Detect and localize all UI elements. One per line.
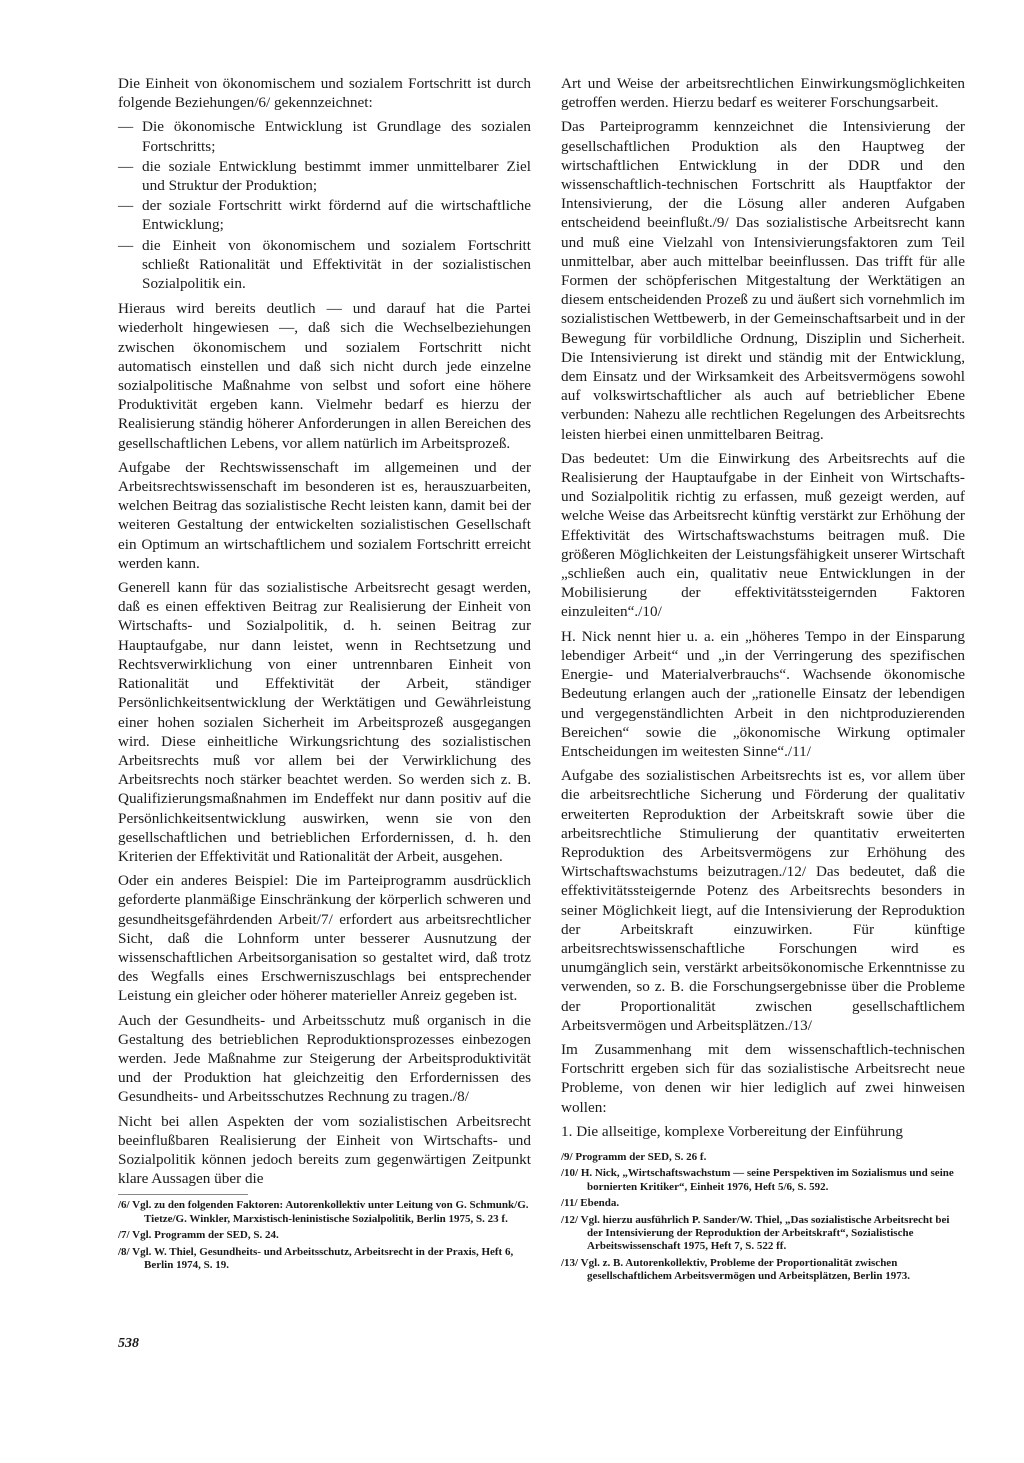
list-item: — die soziale Entwicklung bestimmt immer unmittelbarer Ziel und Struktur der Produktion; <box>118 157 531 195</box>
paragraph: Art und Weise der arbeitsrechtlichen Einwirkungsmöglichkeiten getroffen werden. Hierzu bedarf es weiterer Forschungsarbeit. <box>561 75 965 112</box>
footnote: /12/ Vgl. hierzu ausführlich P. Sander/W. Thiel, „Das sozialistische Arbeitsrecht bei der Intensivierung der Reproduktion der Arbeitskraft“, Sozialistische Arbeitswissenschaft 1975, Heft 7, S. 522 ff. <box>561 1213 950 1253</box>
relationship-list <box>118 117 531 293</box>
paragraph: H. Nick nennt hier u. a. ein „höheres Tempo in der Einsparung lebendiger Arbeit“ und „in der Verringerung des spezifischen Energie- und Materialverbrauchs“. Wachsende ökonomische Bedeutung erlangen auch der „rationelle Einsatz der lebendigen und vergegenständlichten Arbeit in den nichtproduzierenden Bereichen“ sowie die „ökonomische Wirkung optimaler Entscheidungen im weitesten Sinne“./11/ <box>561 627 965 760</box>
footnote: /9/ Programm der SED, S. 26 f. <box>561 1150 707 1163</box>
paragraph: Im Zusammenhang mit dem wissenschaftlich-technischen Fortschritt ergeben sich für das sozialistische Arbeitsrecht neue Probleme, von denen wir hier lediglich auf zwei hinweisen wollen: <box>561 1040 965 1116</box>
paragraph: Generell kann für das sozialistische Arbeitsrecht gesagt werden, daß es einen effektiven Beitrag zur Realisierung der Einheit von Wirtschafts- und Sozialpolitik, d. h. seinen Beitrag zur Hauptaufgabe, nur dann leistet, wenn in Rechtsetzung und Rechtsverwirklichung von einer untrennbaren Einheit von Rationalität und Effektivität der Arbeit, ständiger Persönlichkeitsentwicklung der Werktätigen und Gewährleistung einer hohen sozialen Sicherheit im Arbeitsprozeß ausgegangen wird. Diese einheitliche Wirkungsrichtung des sozialistischen Arbeitsrechts muß vor allem bei der Verwirklichung des Arbeitsrechts noch stärker beachtet werden. So werden sich z. B. Qualifizierungsmaßnahmen im Endeffekt nur dann positiv auf die Persönlichkeitsentwicklung auswirken, wenn sie von den gesellschaftlichen und betrieblichen Erfordernissen, d. h. den Kriterien der Effektivität und Rationalität der Arbeit, ausgehen. <box>118 579 531 865</box>
list-item: — Die ökonomische Entwicklung ist Grundlage des sozialen Fortschritts; <box>118 118 531 155</box>
dash-bullet: — <box>118 118 134 136</box>
footnotes-left <box>118 1199 531 1272</box>
paragraph: Aufgabe des sozialistischen Arbeitsrechts ist es, vor allem über die arbeitsrechtliche Sicherung und Förderung der qualitativ erweiterten Reproduktion der Arbeitskraft sowie über die arbeitsrechtliche Stimulierung der quantitativ erweiterten Reproduktion des Arbeitsvermögens zur Erhöhung des Wirtschaftswachstums beizutragen./12/ Das bedeutet, daß die effektivitätssteigernde Potenz des Arbeitsrechts besonders in seiner Möglichkeit liegt, auf die Intensivierung der Reproduktion der Arbeitskraft einzuwirken. Für künftige arbeitsrechtswissenschaftliche Forschungen wird es unumgänglich sein, verstärkt arbeitsökonomische Erkenntnisse zu verwenden, so z. B. die Forschungsergebnisse über die Probleme der Proportionalität zwischen gesellschaftlichem Arbeitsvermögen und Arbeitsplätzen./13/ <box>561 767 965 1034</box>
paragraph: Hieraus wird bereits deutlich — und darauf hat die Partei wiederholt hingewiesen —, daß sich die Wechselbeziehungen zwischen ökonomischem und sozialem Fortschritt nicht automatisch einstellen und daß sich nicht durch jede einzelne sozialpolitische Maßnahme von selbst und sofort eine höhere Produktivität ergeben kann. Vielmehr bedarf es hierzu der Realisierung ständig höherer Anforderungen in allen Bereichen des gesellschaftlichen Lebens, vor allem natürlich im Arbeitsprozeß. <box>118 300 531 452</box>
right-column <box>561 74 965 1287</box>
footnote: /11/ Ebenda. <box>561 1197 620 1210</box>
paragraph: Aufgabe der Rechtswissenschaft im allgemeinen und der Arbeitsrechtswissenschaft im besonderen ist es, herauszuarbeiten, welchen Beitrag das sozialistische Recht leisten kann, damit bei der weiteren Gestaltung der entwickelten sozialistischen Gesellschaft ein Optimum an wirtschaftlichem und sozialem Fortschritt erreicht werden kann. <box>118 458 531 572</box>
page-number: 538 <box>118 1336 139 1351</box>
list-item: — die Einheit von ökonomischem und sozialem Fortschritt schließt Rationalität und Effektivität in der sozialistischen Sozialpolitik ein. <box>118 236 531 293</box>
paragraph: Die Einheit von ökonomischem und sozialem Fortschritt ist durch folgende Beziehungen/6/ gekennzeichnet: <box>118 75 531 112</box>
paragraph: Nicht bei allen Aspekten der vom sozialistischen Arbeitsrecht beeinflußbaren Realisierung der Einheit von Wirtschafts- und Sozialpolitik können jedoch bereits zum gegenwärtigen Zeitpunkt klare Aussagen über die <box>118 1112 531 1188</box>
dash-bullet: — <box>118 236 134 254</box>
footnote: /7/ Vgl. Programm der SED, S. 24. <box>118 1229 279 1242</box>
numbered-item: 1. Die allseitige, komplexe Vorbereitung der Einführung <box>561 1122 903 1140</box>
paragraph: Auch der Gesundheits- und Arbeitsschutz muß organisch in die Gestaltung des betrieblichen Reproduktionsprozesses einbezogen werden. Jede Maßnahme zur Steigerung der Arbeitsproduktivität und der Produktion hat gleichzeitig den Erfordernissen des Gesundheits- und Arbeitsschutzes Rechnung zu tragen./8/ <box>118 1011 531 1106</box>
footnote: /13/ Vgl. z. B. Autorenkollektiv, Probleme der Proportionalität zwischen gesellschaftlichem Arbeitsvermögen und Arbeitsplätzen, Berlin 1973. <box>561 1256 910 1283</box>
dash-bullet: — <box>118 197 134 215</box>
paragraph: Oder ein anderes Beispiel: Die im Parteiprogramm ausdrücklich geforderte planmäßige Einschränkung der körperlich schweren und gesundheitsgefährdenden Arbeit/7/ erfordert aus arbeitsrechtlicher Sicht, daß die Lohnform unter besserer Ausnutzung der wissenschaftlichen Arbeitsorganisation so gestaltet wird, daß trotz des Wegfalls eines Erschwerniszuschlags bei entsprechender Leistung ein gleicher oder höherer materieller Anreiz gegeben ist. <box>118 872 531 1005</box>
footnote: /6/ Vgl. zu den folgenden Faktoren: Autorenkollektiv unter Leitung von G. Schmunk/G. Tietze/G. Winkler, Marxistisch-leninistische Sozialpolitik, Berlin 1975, S. 23 f. <box>118 1199 529 1225</box>
paragraph: Das Parteiprogramm kennzeichnet die Intensivierung der gesellschaftlichen Produktion als den Hauptweg der wirtschaftlichen Entwicklung in der DDR und den wissenschaftlich-technischen Fortschritt als Hauptfaktor der Intensivierung, der die Lösung aller anderen Aufgaben entscheidend beeinflußt./9/ Das sozialistische Arbeitsrecht kann und muß eine Vielzahl von Intensivierungsfaktoren zum Teil unmittelbar, aber auch mittelbar beeinflussen. Das trifft für alle Formen der schöpferischen Mitgestaltung der Werktätigen an diesem entscheidenden Prozeß zu und äußert sich vornehmlich im sozialistischen Wettbewerb, in der Gemeinschaftsarbeit und in der Bewegung für vorbildliche Ordnung, Disziplin und Sicherheit. Die Intensivierung ist direkt und ständig mit der Entwicklung, dem Einsatz und der Wirksamkeit des Arbeitsvermögens sowohl auf volkswirtschaftlicher als auch auf betrieblicher Ebene verbunden: Nahezu alle rechtlichen Regelungen des Arbeitsrechts leisten hierbei einen unmittelbaren Beitrag. <box>561 118 965 443</box>
list-item: — der soziale Fortschritt wirkt fördernd auf die wirtschaftliche Entwicklung; <box>118 197 531 234</box>
footnote: /10/ H. Nick, „Wirtschaftswachstum — seine Perspektiven im Sozialismus und seine bornierten Kritiker“, Einheit 1976, Heft 5/6, S. 592. <box>561 1167 954 1193</box>
paragraph: Das bedeutet: Um die Einwirkung des Arbeitsrechts auf die Realisierung der Hauptaufgabe in der Einheit von Wirtschafts- und Sozialpolitik richtig zu erfassen, muß gezeigt werden, auf welche Weise das Arbeitsrecht künftig verstärkt zur Erhöhung der Effektivität des Wirtschaftswachstums beitragen muß. Die größeren Möglichkeiten der Leistungsfähigkeit unserer Wirtschaft „schließen auch ein, qualitativ neue Entwicklungen in der Mobilisierung der effektivitätssteigernden Faktoren einzuleiten“./10/ <box>561 449 965 621</box>
footnote: /8/ Vgl. W. Thiel, Gesundheits- und Arbeitsschutz, Arbeitsrecht in der Praxis, Heft 6, Berlin 1974, S. 19. <box>118 1245 514 1271</box>
left-column <box>118 74 531 1275</box>
dash-bullet: — <box>118 157 134 175</box>
footnotes-right <box>561 1151 965 1284</box>
